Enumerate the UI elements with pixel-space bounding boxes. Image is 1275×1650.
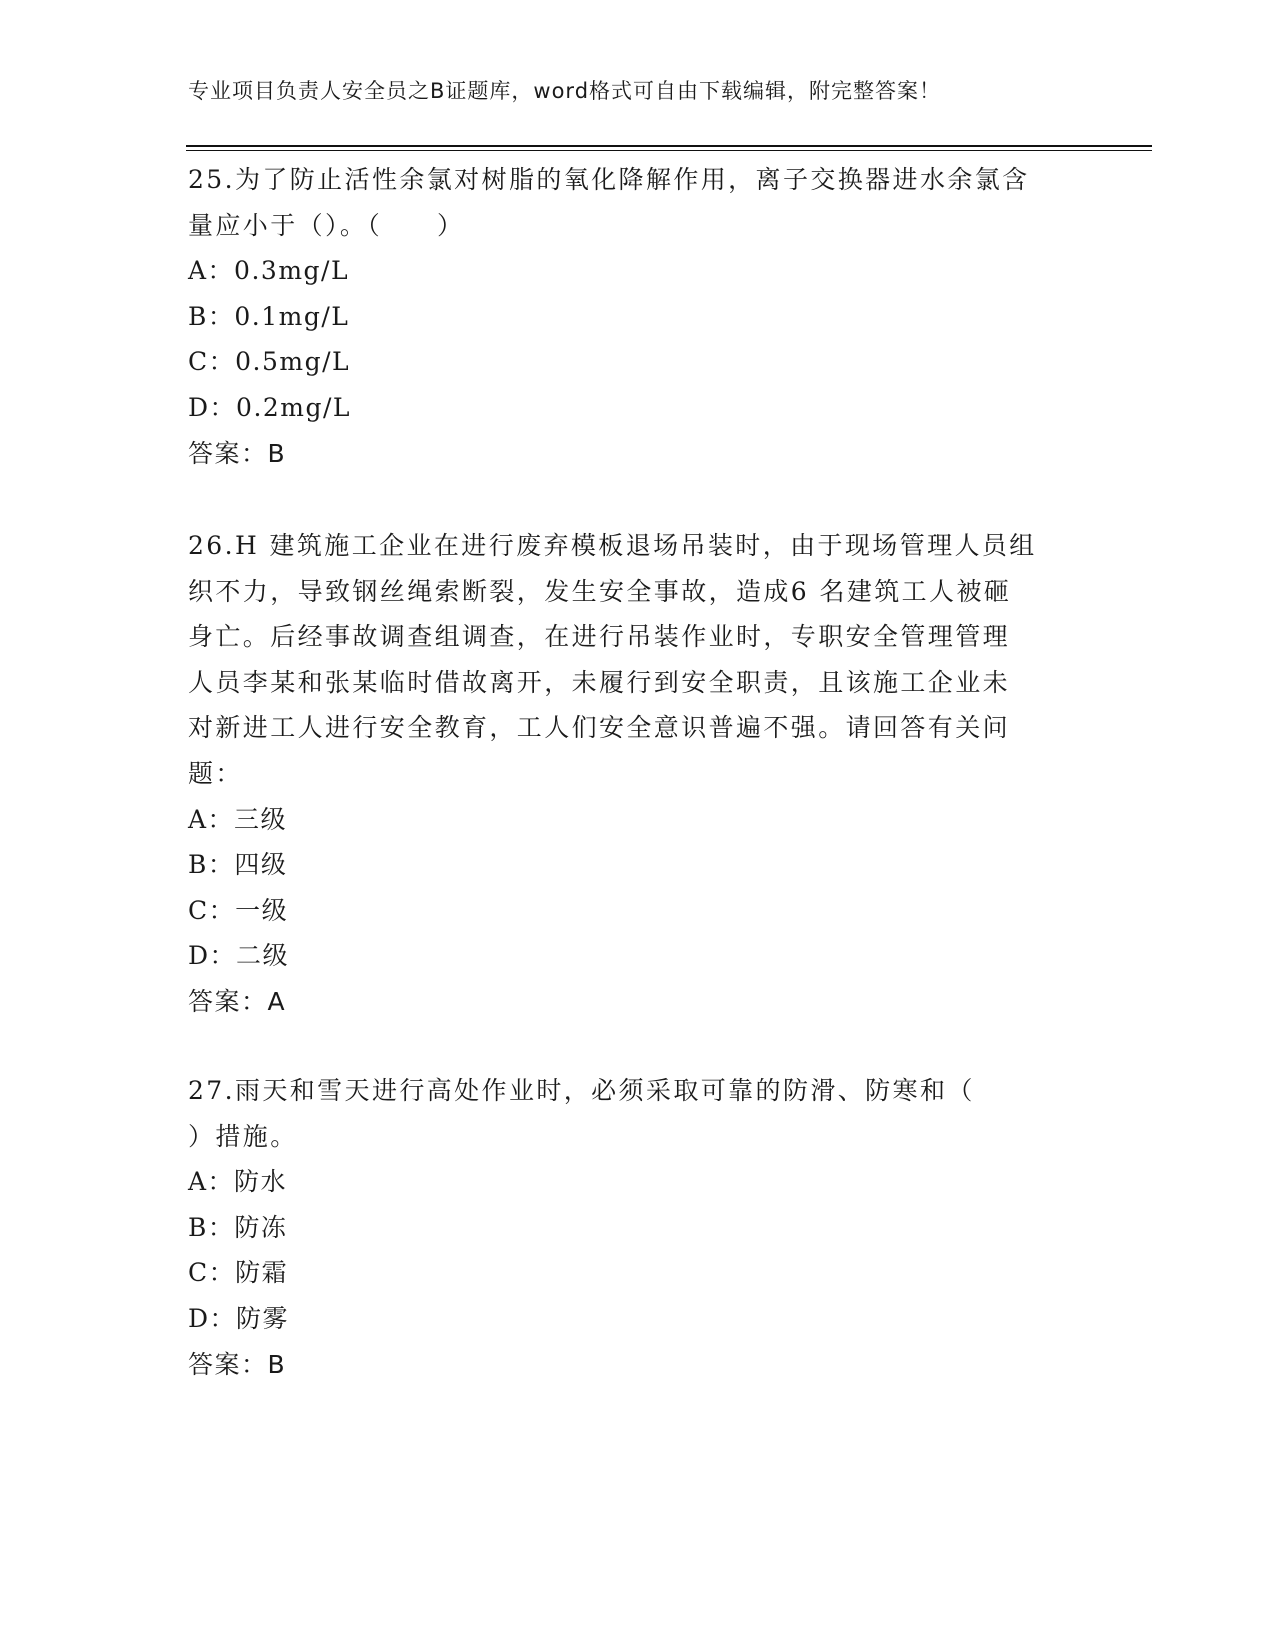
option-d: D：防雾: [188, 1303, 290, 1333]
question-26: [188, 523, 1088, 1025]
header-divider-thin: [186, 150, 1152, 151]
stem-line: 27.雨天和雪天进行高处作业时，必须采取可靠的防滑、防寒和（: [188, 1076, 975, 1105]
option-c: C：0.5mg/L: [188, 347, 351, 377]
answer-line: 答案：B: [188, 1349, 287, 1379]
option-c: C：防霜: [188, 1258, 289, 1288]
page-header: 专业项目负责人安全员之B证题库，word格式可自由下载编辑，附完整答案！: [188, 79, 942, 103]
option-a: A：0.3mg/L: [188, 256, 350, 286]
stem-line: 身亡。后经事故调查组调查，在进行吊装作业时，专职安全管理管理: [188, 622, 1011, 652]
stem-line: 对新进工人进行安全教育，工人们安全意识普遍不强。请回答有关问: [188, 713, 1011, 743]
stem-line: 题：: [188, 758, 243, 788]
stem-line: 人员李某和张某临时借故离开，未履行到安全职责，且该施工企业未: [188, 667, 1011, 697]
question-stem: [188, 1068, 1088, 1159]
option-b: B：0.1mg/L: [188, 301, 350, 331]
question-stem: [188, 523, 1088, 797]
answer-line: 答案：B: [188, 438, 287, 468]
option-a: A：防水: [188, 1167, 288, 1197]
stem-line: 量应小于（）。（ ）: [188, 210, 465, 240]
stem-line: 26.H 建筑施工企业在进行废弃模板退场吊装时，由于现场管理人员组: [188, 531, 1037, 560]
option-b: B：四级: [188, 850, 288, 880]
question-27: [188, 1068, 1088, 1387]
stem-line: 织不力，导致钢丝绳索断裂，发生安全事故，造成6 名建筑工人被砸: [188, 576, 1012, 606]
answer-line: 答案：A: [188, 986, 287, 1016]
stem-line: ）措施。: [188, 1121, 298, 1151]
stem-line: 25.为了防止活性余氯对树脂的氧化降解作用，离子交换器进水余氯含: [188, 165, 1030, 194]
option-d: D：0.2mg/L: [188, 392, 352, 422]
option-d: D：二级: [188, 941, 290, 971]
question-25: [188, 157, 1088, 476]
question-stem: [188, 157, 1088, 248]
option-b: B：防冻: [188, 1212, 288, 1242]
option-a: A：三级: [188, 804, 288, 834]
header-divider: [186, 145, 1152, 147]
option-c: C：一级: [188, 895, 289, 925]
